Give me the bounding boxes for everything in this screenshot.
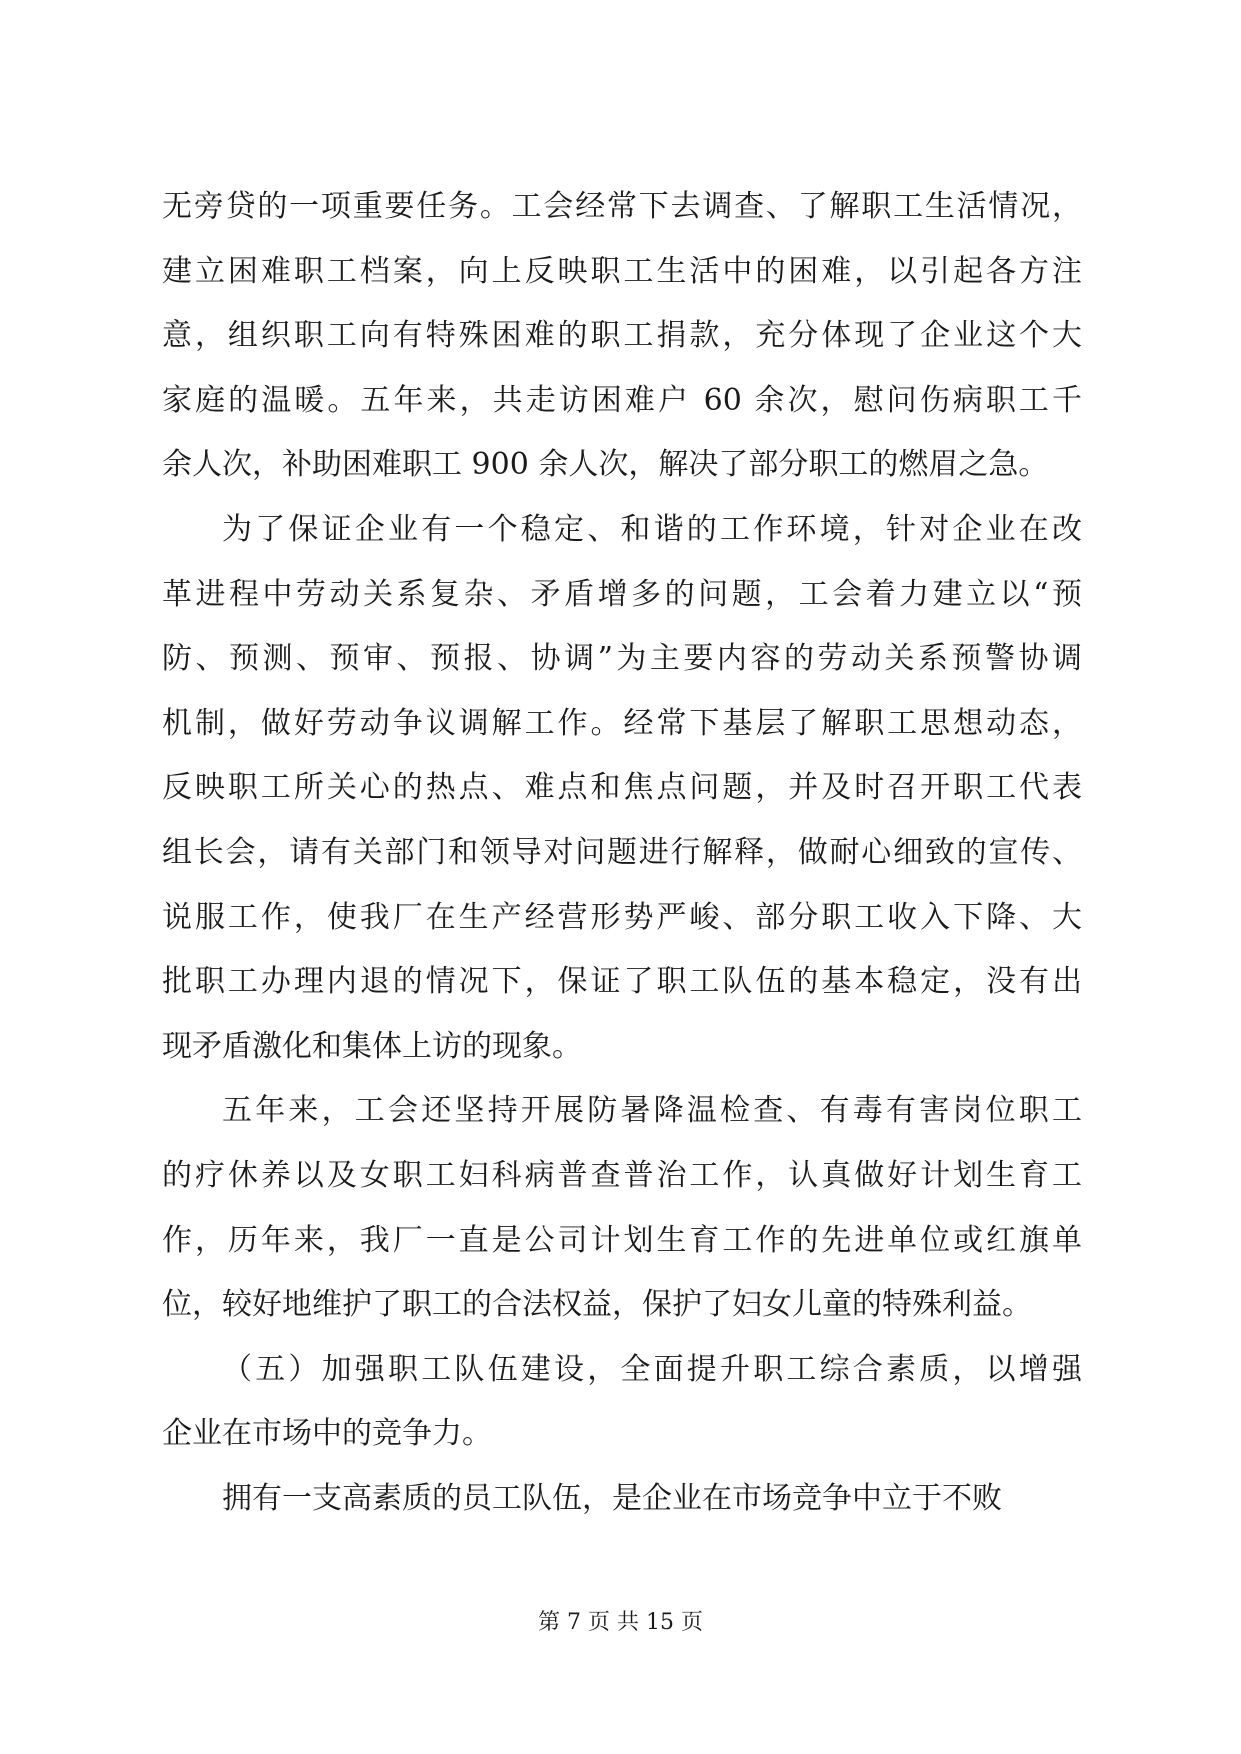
text-line: 作，历年来，我厂一直是公司计划生育工作的先进单位或红旗单 <box>162 1222 1082 1258</box>
text-line: 反映职工所关心的热点、难点和焦点问题，并及时召开职工代表 <box>162 770 1082 806</box>
text-line: 家庭的温暖。五年来，共走访困难户 60 余次，慰问伤病职工千 <box>162 382 1082 418</box>
section-heading-line: （五）加强职工队伍建设，全面提升职工综合素质，以增强 <box>222 1351 1082 1387</box>
text-line: 余人次，补助困难职工 900 余人次，解决了部分职工的燃眉之急。 <box>162 447 1049 483</box>
text-line: 机制，做好劳动争议调解工作。经常下基层了解职工思想动态， <box>162 705 1082 741</box>
section-heading-line: 企业在市场中的竞争力。 <box>162 1416 492 1452</box>
body-text <box>162 175 1082 1531</box>
text-line: 的疗休养以及女职工妇科病普查普治工作，认真做好计划生育工 <box>162 1157 1082 1193</box>
text-line: 拥有一支高素质的员工队伍，是企业在市场竞争中立于不败 <box>222 1480 1002 1516</box>
page-footer: 第 7 页 共 15 页 <box>538 1610 703 1635</box>
text-line: 组长会，请有关部门和领导对问题进行解释，做耐心细致的宣传、 <box>162 834 1082 870</box>
text-line: 革进程中劳动关系复杂、矛盾增多的问题，工会着力建立以“预 <box>162 576 1082 612</box>
text-line: 说服工作，使我厂在生产经营形势严峻、部分职工收入下降、大 <box>162 899 1082 935</box>
text-line: 五年来，工会还坚持开展防暑降温检查、有毒有害岗位职工 <box>222 1093 1082 1129</box>
text-line: 批职工办理内退的情况下，保证了职工队伍的基本稳定，没有出 <box>162 964 1082 1000</box>
text-line: 防、预测、预审、预报、协调”为主要内容的劳动关系预警协调 <box>162 641 1082 677</box>
text-line: 为了保证企业有一个稳定、和谐的工作环境，针对企业在改 <box>222 511 1082 547</box>
text-line: 现矛盾激化和集体上访的现象。 <box>162 1028 582 1064</box>
text-line: 位，较好地维护了职工的合法权益，保护了妇女儿童的特殊利益。 <box>162 1287 1032 1323</box>
text-line: 意，组织职工向有特殊困难的职工捐款，充分体现了企业这个大 <box>162 318 1082 354</box>
text-line: 无旁贷的一项重要任务。工会经常下去调查、了解职工生活情况， <box>162 189 1082 224</box>
text-line: 建立困难职工档案，向上反映职工生活中的困难，以引起各方注 <box>162 253 1082 289</box>
